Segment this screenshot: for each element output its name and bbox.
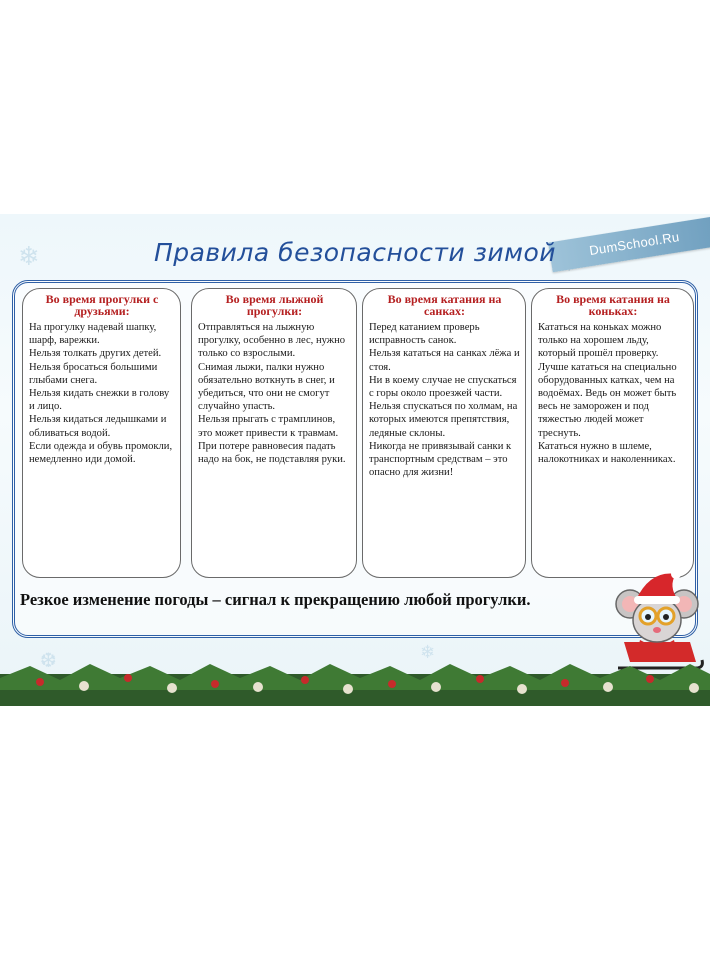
page-title: Правила безопасности зимой bbox=[153, 238, 557, 267]
card-skating bbox=[531, 288, 694, 578]
footer-warning: Резкое изменение погоды – сигнал к прекращению любой прогулки. bbox=[20, 590, 531, 609]
snowflake-icon: ❆ bbox=[40, 648, 57, 672]
watermark-ribbon: DumSchool.Ru bbox=[548, 216, 710, 272]
safety-poster bbox=[0, 214, 710, 706]
card-ski-walk bbox=[191, 288, 357, 578]
snowflake-icon: ❄ bbox=[420, 642, 436, 663]
card-title: Во время лыжной прогулки: bbox=[225, 292, 324, 318]
card-title: Во время катания на коньках: bbox=[556, 292, 670, 318]
snowflake-icon: ❄ bbox=[18, 242, 40, 272]
card-text: На прогулку надевай шапку, шарф, варежки. Нельзя толкать других детей. Нельзя бросаться большими глыбами снега. Нельзя кидать снежки в голову и лицо. Нельзя кидаться ледышками и обливаться водой. Если одежда и обувь промокли, немедленно иди домой. bbox=[29, 322, 173, 466]
card-text: Кататься на коньках можно только на хорошем льду, который прошёл проверку. Лучше кататься на специально оборудованных катках, чем на водоёмах. Ведь он может быть весь не заморожен и под тяжестью людей может треснуть. Кататься нужно в шлеме, налокотниках и наколенниках. bbox=[538, 322, 677, 466]
card-title: Во время прогулки с друзьями: bbox=[45, 292, 159, 318]
card-text: Отправляться на лыжную прогулку, особенно в лес, нужно только со взрослыми. Снимая лыжи, палки нужно обязательно воткнуть в снег, и убедиться, что они не смогут случайно упасть. Нельзя прыгать с трамплинов, это может привести к травмам. При потере равновесия падать надо на бок, не подставляя руки. bbox=[198, 322, 346, 466]
card-sledding bbox=[362, 288, 526, 578]
garland-icon bbox=[0, 660, 710, 706]
card-text: Перед катанием проверь исправность санок. Нельзя кататься на санках лёжа и стоя. Ни в коему случае не спускаться с горы около проезжей части. Нельзя спускаться по холмам, на которых имеются препятствия, ледяные склоны. Никогда не привязывай санки к транспортным средствам – это опасно для жизни! bbox=[369, 322, 520, 479]
card-friends-walk bbox=[22, 288, 181, 578]
card-title: Во время катания на санках: bbox=[387, 292, 502, 318]
